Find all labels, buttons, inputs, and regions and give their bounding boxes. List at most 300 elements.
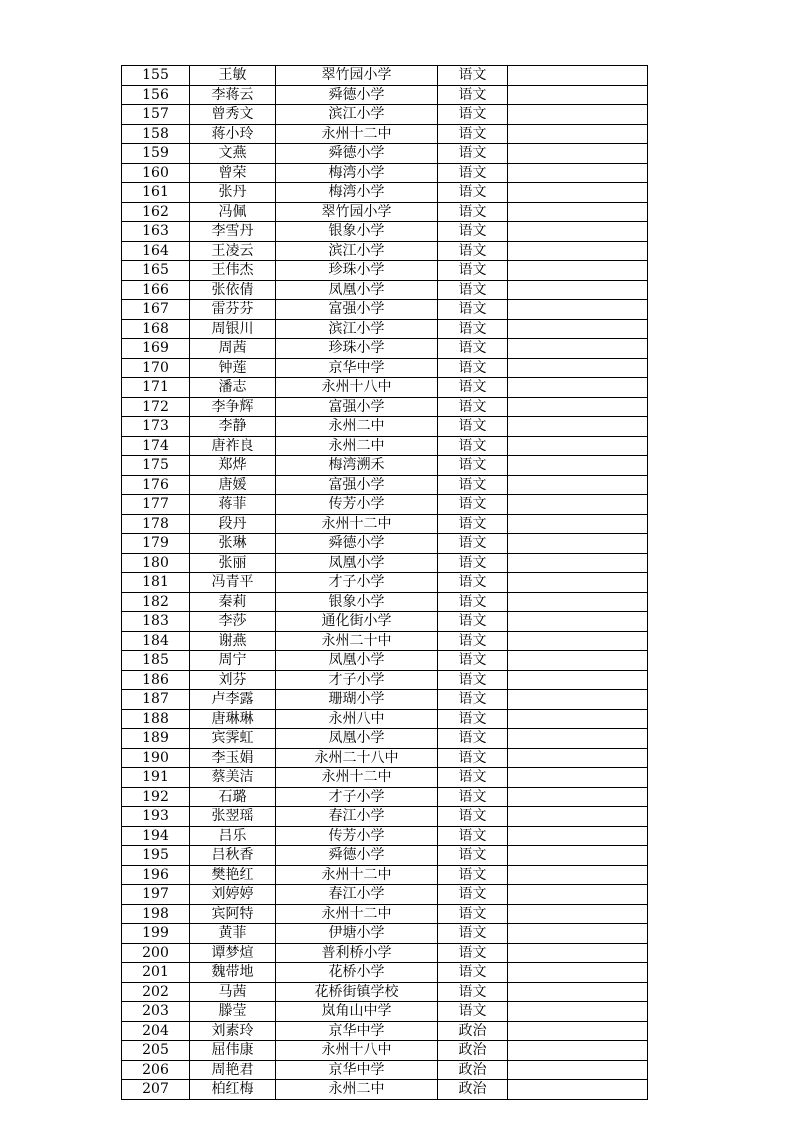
- table-row: [122, 748, 648, 768]
- school-cell: 滨江小学: [276, 241, 438, 261]
- school-cell: 才子小学: [276, 670, 438, 690]
- table-row: [122, 865, 648, 885]
- subject-cell: 语文: [438, 729, 508, 749]
- subject-cell: 语文: [438, 1002, 508, 1022]
- row-number-cell: 156: [122, 85, 190, 105]
- empty-cell: [508, 885, 648, 905]
- roster-table-body: [122, 66, 648, 1100]
- row-number-cell: 204: [122, 1021, 190, 1041]
- subject-cell: 政治: [438, 1080, 508, 1100]
- row-number-cell: 198: [122, 904, 190, 924]
- school-cell: 京华中学: [276, 1060, 438, 1080]
- table-row: [122, 397, 648, 417]
- school-cell: 富强小学: [276, 300, 438, 320]
- row-number-cell: 162: [122, 202, 190, 222]
- subject-cell: 语文: [438, 475, 508, 495]
- subject-cell: 语文: [438, 768, 508, 788]
- subject-cell: 语文: [438, 241, 508, 261]
- school-cell: 梅湾小学: [276, 183, 438, 203]
- subject-cell: 语文: [438, 963, 508, 983]
- row-number-cell: 203: [122, 1002, 190, 1022]
- subject-cell: 语文: [438, 124, 508, 144]
- teacher-name-cell: 刘婷婷: [190, 885, 276, 905]
- school-cell: 京华中学: [276, 358, 438, 378]
- subject-cell: 政治: [438, 1021, 508, 1041]
- row-number-cell: 194: [122, 826, 190, 846]
- row-number-cell: 160: [122, 163, 190, 183]
- empty-cell: [508, 1002, 648, 1022]
- table-row: [122, 592, 648, 612]
- table-row: [122, 66, 648, 86]
- row-number-cell: 191: [122, 768, 190, 788]
- subject-cell: 语文: [438, 280, 508, 300]
- row-number-cell: 166: [122, 280, 190, 300]
- subject-cell: 语文: [438, 670, 508, 690]
- table-row: [122, 651, 648, 671]
- school-cell: 凤凰小学: [276, 651, 438, 671]
- teacher-name-cell: 潘志: [190, 378, 276, 398]
- table-row: [122, 261, 648, 281]
- teacher-name-cell: 唐祚良: [190, 436, 276, 456]
- table-row: [122, 573, 648, 593]
- empty-cell: [508, 846, 648, 866]
- table-row: [122, 358, 648, 378]
- table-row: [122, 319, 648, 339]
- empty-cell: [508, 105, 648, 125]
- school-cell: 永州十二中: [276, 904, 438, 924]
- teacher-name-cell: 冯青平: [190, 573, 276, 593]
- table-row: [122, 1080, 648, 1100]
- subject-cell: 语文: [438, 534, 508, 554]
- school-cell: 翠竹园小学: [276, 66, 438, 86]
- row-number-cell: 197: [122, 885, 190, 905]
- subject-cell: 语文: [438, 748, 508, 768]
- empty-cell: [508, 963, 648, 983]
- table-row: [122, 417, 648, 437]
- school-cell: 舜德小学: [276, 144, 438, 164]
- row-number-cell: 200: [122, 943, 190, 963]
- table-row: [122, 144, 648, 164]
- subject-cell: 语文: [438, 807, 508, 827]
- empty-cell: [508, 319, 648, 339]
- empty-cell: [508, 339, 648, 359]
- row-number-cell: 195: [122, 846, 190, 866]
- table-row: [122, 1021, 648, 1041]
- table-row: [122, 904, 648, 924]
- empty-cell: [508, 183, 648, 203]
- teacher-name-cell: 张翌瑶: [190, 807, 276, 827]
- empty-cell: [508, 222, 648, 242]
- empty-cell: [508, 241, 648, 261]
- empty-cell: [508, 904, 648, 924]
- subject-cell: 语文: [438, 144, 508, 164]
- row-number-cell: 183: [122, 612, 190, 632]
- empty-cell: [508, 943, 648, 963]
- table-row: [122, 163, 648, 183]
- empty-cell: [508, 573, 648, 593]
- empty-cell: [508, 651, 648, 671]
- empty-cell: [508, 66, 648, 86]
- row-number-cell: 184: [122, 631, 190, 651]
- roster-table: [121, 65, 648, 1100]
- subject-cell: 语文: [438, 397, 508, 417]
- school-cell: 珍珠小学: [276, 339, 438, 359]
- table-row: [122, 553, 648, 573]
- teacher-name-cell: 李玉娟: [190, 748, 276, 768]
- row-number-cell: 181: [122, 573, 190, 593]
- row-number-cell: 188: [122, 709, 190, 729]
- subject-cell: 语文: [438, 690, 508, 710]
- school-cell: 花桥小学: [276, 963, 438, 983]
- teacher-name-cell: 周宁: [190, 651, 276, 671]
- teacher-name-cell: 张丹: [190, 183, 276, 203]
- row-number-cell: 206: [122, 1060, 190, 1080]
- teacher-name-cell: 谢燕: [190, 631, 276, 651]
- row-number-cell: 175: [122, 456, 190, 476]
- school-cell: 春江小学: [276, 885, 438, 905]
- row-number-cell: 177: [122, 495, 190, 515]
- empty-cell: [508, 358, 648, 378]
- subject-cell: 语文: [438, 787, 508, 807]
- empty-cell: [508, 729, 648, 749]
- row-number-cell: 168: [122, 319, 190, 339]
- empty-cell: [508, 924, 648, 944]
- school-cell: 银象小学: [276, 592, 438, 612]
- empty-cell: [508, 592, 648, 612]
- empty-cell: [508, 826, 648, 846]
- subject-cell: 语文: [438, 222, 508, 242]
- teacher-name-cell: 吕乐: [190, 826, 276, 846]
- table-row: [122, 300, 648, 320]
- school-cell: 珊瑚小学: [276, 690, 438, 710]
- row-number-cell: 179: [122, 534, 190, 554]
- row-number-cell: 163: [122, 222, 190, 242]
- empty-cell: [508, 787, 648, 807]
- table-row: [122, 612, 648, 632]
- row-number-cell: 190: [122, 748, 190, 768]
- teacher-name-cell: 周艳君: [190, 1060, 276, 1080]
- school-cell: 翠竹园小学: [276, 202, 438, 222]
- school-cell: 永州八中: [276, 709, 438, 729]
- empty-cell: [508, 475, 648, 495]
- school-cell: 永州二中: [276, 1080, 438, 1100]
- row-number-cell: 173: [122, 417, 190, 437]
- school-cell: 才子小学: [276, 787, 438, 807]
- table-row: [122, 690, 648, 710]
- school-cell: 珍珠小学: [276, 261, 438, 281]
- row-number-cell: 157: [122, 105, 190, 125]
- school-cell: 京华中学: [276, 1021, 438, 1041]
- table-row: [122, 339, 648, 359]
- school-cell: 舜德小学: [276, 85, 438, 105]
- teacher-name-cell: 周茜: [190, 339, 276, 359]
- teacher-name-cell: 周银川: [190, 319, 276, 339]
- subject-cell: 语文: [438, 378, 508, 398]
- subject-cell: 语文: [438, 904, 508, 924]
- table-row: [122, 885, 648, 905]
- school-cell: 花桥街镇学校: [276, 982, 438, 1002]
- school-cell: 舜德小学: [276, 534, 438, 554]
- row-number-cell: 165: [122, 261, 190, 281]
- empty-cell: [508, 495, 648, 515]
- teacher-name-cell: 马茜: [190, 982, 276, 1002]
- teacher-name-cell: 滕莹: [190, 1002, 276, 1022]
- school-cell: 银象小学: [276, 222, 438, 242]
- school-cell: 滨江小学: [276, 319, 438, 339]
- table-row: [122, 787, 648, 807]
- table-row: [122, 709, 648, 729]
- empty-cell: [508, 670, 648, 690]
- row-number-cell: 196: [122, 865, 190, 885]
- table-row: [122, 631, 648, 651]
- subject-cell: 语文: [438, 943, 508, 963]
- subject-cell: 语文: [438, 85, 508, 105]
- table-row: [122, 1041, 648, 1061]
- subject-cell: 语文: [438, 105, 508, 125]
- school-cell: 永州二十八中: [276, 748, 438, 768]
- empty-cell: [508, 982, 648, 1002]
- subject-cell: 语文: [438, 709, 508, 729]
- teacher-name-cell: 吕秋香: [190, 846, 276, 866]
- table-row: [122, 456, 648, 476]
- school-cell: 永州二中: [276, 436, 438, 456]
- empty-cell: [508, 261, 648, 281]
- table-row: [122, 1002, 648, 1022]
- teacher-name-cell: 李莎: [190, 612, 276, 632]
- subject-cell: 语文: [438, 573, 508, 593]
- teacher-name-cell: 石璐: [190, 787, 276, 807]
- school-cell: 梅湾溯禾: [276, 456, 438, 476]
- subject-cell: 语文: [438, 339, 508, 359]
- empty-cell: [508, 865, 648, 885]
- subject-cell: 语文: [438, 261, 508, 281]
- row-number-cell: 207: [122, 1080, 190, 1100]
- row-number-cell: 186: [122, 670, 190, 690]
- teacher-name-cell: 李蒋云: [190, 85, 276, 105]
- school-cell: 传芳小学: [276, 826, 438, 846]
- row-number-cell: 178: [122, 514, 190, 534]
- row-number-cell: 199: [122, 924, 190, 944]
- table-row: [122, 495, 648, 515]
- table-row: [122, 670, 648, 690]
- school-cell: 永州二十中: [276, 631, 438, 651]
- school-cell: 富强小学: [276, 475, 438, 495]
- teacher-name-cell: 李雪丹: [190, 222, 276, 242]
- row-number-cell: 171: [122, 378, 190, 398]
- row-number-cell: 164: [122, 241, 190, 261]
- school-cell: 通化街小学: [276, 612, 438, 632]
- teacher-name-cell: 樊艳红: [190, 865, 276, 885]
- empty-cell: [508, 709, 648, 729]
- table-row: [122, 846, 648, 866]
- table-row: [122, 105, 648, 125]
- empty-cell: [508, 417, 648, 437]
- row-number-cell: 193: [122, 807, 190, 827]
- table-row: [122, 378, 648, 398]
- school-cell: 岚角山中学: [276, 1002, 438, 1022]
- row-number-cell: 189: [122, 729, 190, 749]
- table-row: [122, 514, 648, 534]
- subject-cell: 语文: [438, 417, 508, 437]
- empty-cell: [508, 612, 648, 632]
- table-row: [122, 826, 648, 846]
- empty-cell: [508, 163, 648, 183]
- row-number-cell: 205: [122, 1041, 190, 1061]
- row-number-cell: 158: [122, 124, 190, 144]
- subject-cell: 语文: [438, 865, 508, 885]
- table-row: [122, 943, 648, 963]
- empty-cell: [508, 456, 648, 476]
- teacher-name-cell: 卢李露: [190, 690, 276, 710]
- school-cell: 梅湾小学: [276, 163, 438, 183]
- table-row: [122, 534, 648, 554]
- empty-cell: [508, 280, 648, 300]
- school-cell: 凤凰小学: [276, 553, 438, 573]
- school-cell: 舜德小学: [276, 846, 438, 866]
- subject-cell: 语文: [438, 300, 508, 320]
- row-number-cell: 176: [122, 475, 190, 495]
- school-cell: 凤凰小学: [276, 280, 438, 300]
- row-number-cell: 170: [122, 358, 190, 378]
- teacher-name-cell: 张琳: [190, 534, 276, 554]
- empty-cell: [508, 534, 648, 554]
- teacher-name-cell: 王伟杰: [190, 261, 276, 281]
- teacher-name-cell: 屈伟康: [190, 1041, 276, 1061]
- subject-cell: 语文: [438, 553, 508, 573]
- subject-cell: 语文: [438, 924, 508, 944]
- teacher-name-cell: 蒋菲: [190, 495, 276, 515]
- subject-cell: 语文: [438, 651, 508, 671]
- row-number-cell: 167: [122, 300, 190, 320]
- school-cell: 普利桥小学: [276, 943, 438, 963]
- subject-cell: 语文: [438, 163, 508, 183]
- school-cell: 永州二中: [276, 417, 438, 437]
- school-cell: 伊塘小学: [276, 924, 438, 944]
- subject-cell: 政治: [438, 1060, 508, 1080]
- row-number-cell: 169: [122, 339, 190, 359]
- subject-cell: 语文: [438, 846, 508, 866]
- subject-cell: 语文: [438, 183, 508, 203]
- empty-cell: [508, 690, 648, 710]
- teacher-name-cell: 柏红梅: [190, 1080, 276, 1100]
- school-cell: 传芳小学: [276, 495, 438, 515]
- empty-cell: [508, 378, 648, 398]
- teacher-name-cell: 李静: [190, 417, 276, 437]
- subject-cell: 语文: [438, 612, 508, 632]
- teacher-name-cell: 唐琳琳: [190, 709, 276, 729]
- teacher-name-cell: 郑烨: [190, 456, 276, 476]
- table-row: [122, 85, 648, 105]
- subject-cell: 语文: [438, 631, 508, 651]
- teacher-name-cell: 宾霁虹: [190, 729, 276, 749]
- table-row: [122, 924, 648, 944]
- teacher-name-cell: 蒋小玲: [190, 124, 276, 144]
- table-row: [122, 124, 648, 144]
- school-cell: 凤凰小学: [276, 729, 438, 749]
- subject-cell: 语文: [438, 982, 508, 1002]
- row-number-cell: 180: [122, 553, 190, 573]
- subject-cell: 语文: [438, 358, 508, 378]
- school-cell: 永州十八中: [276, 1041, 438, 1061]
- empty-cell: [508, 202, 648, 222]
- subject-cell: 语文: [438, 495, 508, 515]
- school-cell: 永州十八中: [276, 378, 438, 398]
- table-row: [122, 1060, 648, 1080]
- teacher-name-cell: 蔡美洁: [190, 768, 276, 788]
- row-number-cell: 159: [122, 144, 190, 164]
- empty-cell: [508, 807, 648, 827]
- teacher-name-cell: 张依倩: [190, 280, 276, 300]
- table-row: [122, 807, 648, 827]
- table-row: [122, 768, 648, 788]
- subject-cell: 语文: [438, 202, 508, 222]
- empty-cell: [508, 1080, 648, 1100]
- row-number-cell: 202: [122, 982, 190, 1002]
- table-row: [122, 241, 648, 261]
- table-row: [122, 436, 648, 456]
- empty-cell: [508, 300, 648, 320]
- teacher-name-cell: 李争辉: [190, 397, 276, 417]
- empty-cell: [508, 514, 648, 534]
- teacher-name-cell: 曾秀文: [190, 105, 276, 125]
- subject-cell: 语文: [438, 456, 508, 476]
- empty-cell: [508, 85, 648, 105]
- empty-cell: [508, 144, 648, 164]
- teacher-name-cell: 冯佩: [190, 202, 276, 222]
- row-number-cell: 155: [122, 66, 190, 86]
- subject-cell: 语文: [438, 826, 508, 846]
- teacher-name-cell: 文燕: [190, 144, 276, 164]
- school-cell: 永州十二中: [276, 124, 438, 144]
- row-number-cell: 187: [122, 690, 190, 710]
- teacher-name-cell: 王敏: [190, 66, 276, 86]
- school-cell: 滨江小学: [276, 105, 438, 125]
- table-row: [122, 475, 648, 495]
- row-number-cell: 192: [122, 787, 190, 807]
- row-number-cell: 172: [122, 397, 190, 417]
- teacher-name-cell: 曾荣: [190, 163, 276, 183]
- teacher-name-cell: 雷芬芬: [190, 300, 276, 320]
- subject-cell: 语文: [438, 319, 508, 339]
- table-row: [122, 963, 648, 983]
- subject-cell: 语文: [438, 592, 508, 612]
- teacher-name-cell: 刘素玲: [190, 1021, 276, 1041]
- empty-cell: [508, 631, 648, 651]
- empty-cell: [508, 553, 648, 573]
- table-row: [122, 222, 648, 242]
- teacher-name-cell: 秦莉: [190, 592, 276, 612]
- teacher-name-cell: 刘芬: [190, 670, 276, 690]
- teacher-name-cell: 宾阿特: [190, 904, 276, 924]
- table-row: [122, 982, 648, 1002]
- empty-cell: [508, 1060, 648, 1080]
- school-cell: 永州十二中: [276, 865, 438, 885]
- teacher-name-cell: 张丽: [190, 553, 276, 573]
- teacher-name-cell: 王凌云: [190, 241, 276, 261]
- subject-cell: 语文: [438, 436, 508, 456]
- row-number-cell: 174: [122, 436, 190, 456]
- table-row: [122, 729, 648, 749]
- teacher-name-cell: 黄菲: [190, 924, 276, 944]
- teacher-name-cell: 魏带地: [190, 963, 276, 983]
- teacher-name-cell: 唐媛: [190, 475, 276, 495]
- row-number-cell: 182: [122, 592, 190, 612]
- row-number-cell: 185: [122, 651, 190, 671]
- empty-cell: [508, 1041, 648, 1061]
- school-cell: 永州十二中: [276, 514, 438, 534]
- empty-cell: [508, 748, 648, 768]
- teacher-name-cell: 段丹: [190, 514, 276, 534]
